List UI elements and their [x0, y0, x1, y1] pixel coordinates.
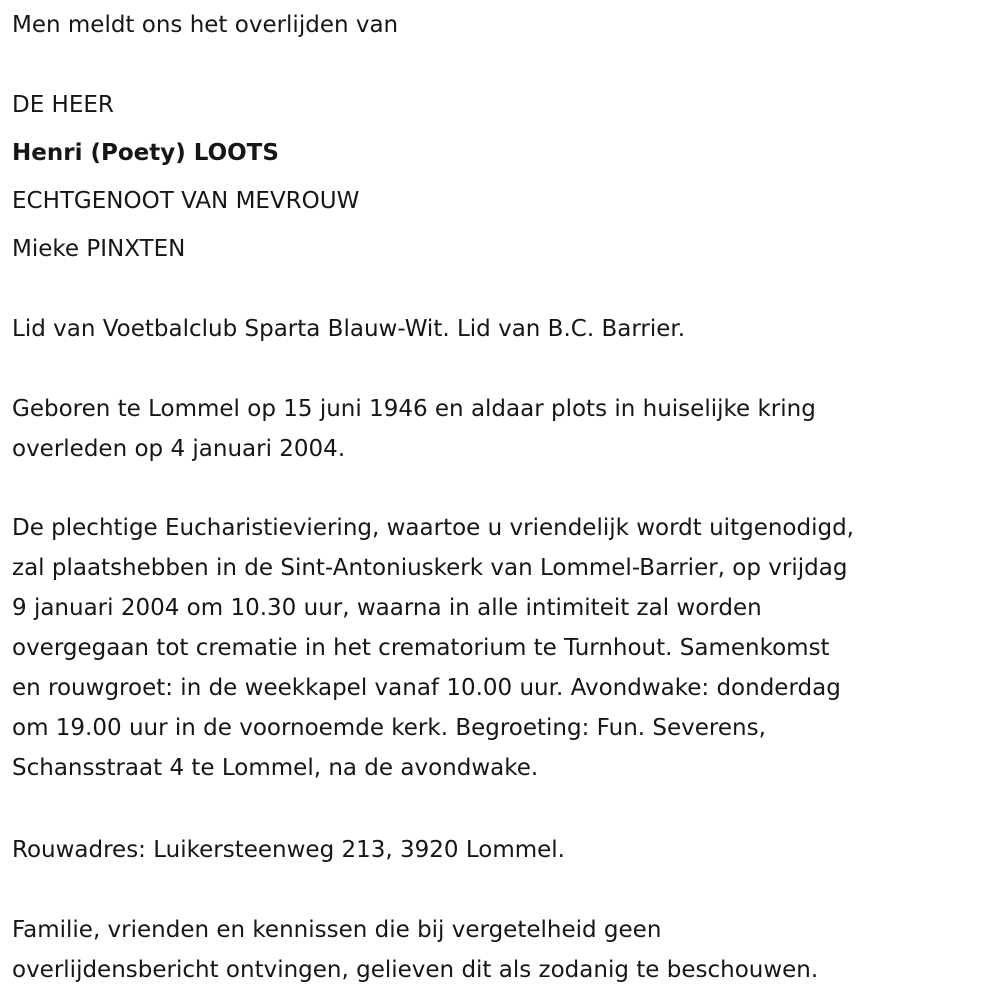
closing-paragraph: [12, 910, 818, 990]
address-paragraph: [12, 830, 565, 870]
title-text: DE HEER: [12, 92, 114, 118]
relation-text: ECHTGENOOT VAN MEVROUW: [12, 188, 360, 214]
memberships-paragraph: [12, 309, 685, 349]
deceased-header: [12, 81, 359, 273]
paragraph-line: Familie, vrienden en kennissen die bij vergetelheid geen: [12, 917, 662, 943]
paragraph-line: Lid van Voetbalclub Sparta Blauw-Wit. Lid van B.C. Barrier.: [12, 316, 686, 342]
paragraph-line: overgegaan tot crematie in het crematorium te Turnhout. Samenkomst: [12, 635, 830, 661]
paragraph-line: Schansstraat 4 te Lommel, na de avondwake.: [12, 755, 539, 781]
paragraph-line: De plechtige Eucharistieviering, waartoe u vriendelijk wordt uitgenodigd,: [12, 515, 854, 541]
paragraph-line: 9 januari 2004 om 10.30 uur, waarna in alle intimiteit zal worden: [12, 595, 762, 621]
intro-text: Men meldt ons het overlijden van: [12, 12, 399, 38]
paragraph-line: overlijdensbericht ontvingen, gelieven dit als zodanig te beschouwen.: [12, 957, 819, 983]
paragraph-line: zal plaatshebben in de Sint-Antoniuskerk van Lommel-Barrier, op vrijdag: [12, 555, 848, 581]
intro-paragraph: [12, 5, 398, 45]
ceremony-paragraph: [12, 508, 854, 788]
spouse-name: Mieke PINXTEN: [12, 236, 186, 262]
paragraph-line: overleden op 4 januari 2004.: [12, 436, 346, 462]
deceased-name: Henri (Poety) LOOTS: [12, 140, 279, 166]
paragraph-line: om 19.00 uur in de voornoemde kerk. Begroeting: Fun. Severens,: [12, 715, 766, 741]
birth-death-paragraph: [12, 389, 816, 469]
paragraph-line: Rouwadres: Luikersteenweg 213, 3920 Lommel.: [12, 837, 565, 863]
paragraph-line: en rouwgroet: in de weekkapel vanaf 10.00 uur. Avondwake: donderdag: [12, 675, 841, 701]
paragraph-line: Geboren te Lommel op 15 juni 1946 en aldaar plots in huiselijke kring: [12, 396, 816, 422]
